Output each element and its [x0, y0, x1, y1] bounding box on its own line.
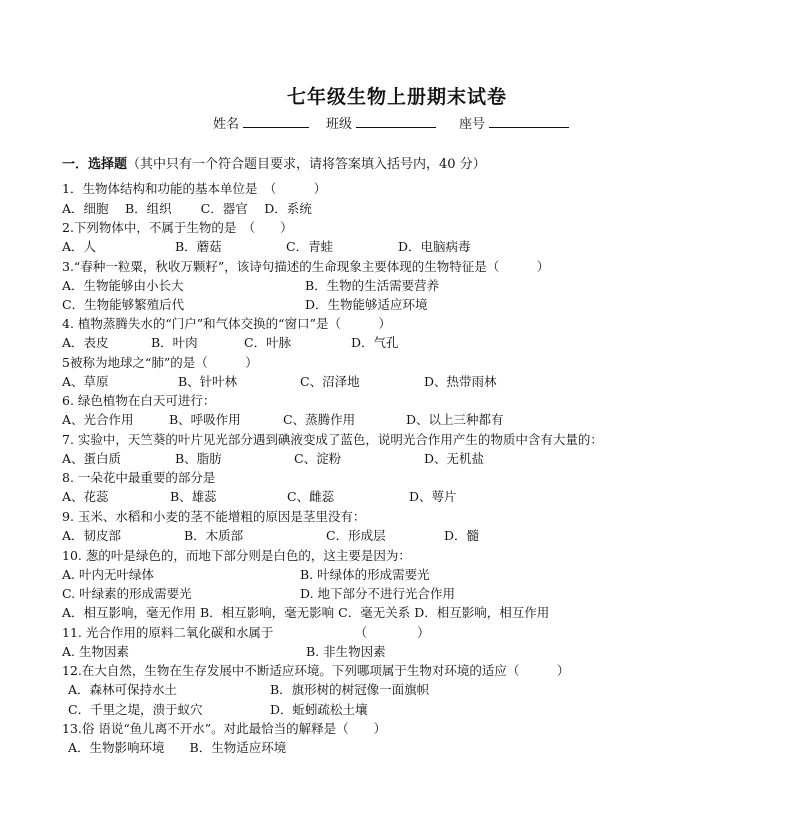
option-row [62, 451, 762, 467]
option: C、雌蕊 [287, 489, 335, 504]
option: C．叶脉 [244, 335, 292, 350]
option: D．生物能够适应环境 [305, 297, 428, 312]
question-stem: 3.“春种一粒粟，秋收万颗籽”，该诗句描述的生命现象主要体现的生物特征是（ ） [62, 259, 550, 274]
option: C．千里之堤，溃于蚁穴 [68, 702, 203, 717]
question-stem: 4. 植物蒸腾失水的“门户”和气体交换的“窗口”是（ ） [62, 316, 391, 331]
name-blank[interactable] [243, 114, 309, 128]
option-row [62, 297, 762, 313]
option-row [62, 335, 762, 351]
option-row [68, 702, 768, 718]
option: B．生物的生活需要营养 [305, 278, 440, 293]
option: A．人 [62, 239, 97, 254]
option: A. 叶内无叶绿体 [62, 567, 154, 582]
option: B. 叶绿体的形成需要光 [300, 567, 430, 582]
option-row [62, 412, 762, 428]
class-blank[interactable] [356, 114, 436, 128]
option: A、蛋白质 [62, 451, 122, 466]
option-row [62, 586, 762, 602]
question-stem: 10. 葱的叶是绿色的，而地下部分则是白色的，这主要是因为： [62, 548, 411, 563]
option: B. 非生物因素 [306, 644, 386, 659]
option: B、呼吸作用 [169, 412, 241, 427]
option: D、萼片 [409, 489, 457, 504]
question-stem: 2.下列物体中，不属于生物的是 （ ） [62, 220, 293, 235]
option-row [62, 278, 762, 294]
option-row [62, 567, 762, 583]
option-row [62, 239, 762, 255]
question-stem: 7. 实验中，天竺葵的叶片见光部分遇到碘液变成了蓝色，说明光合作用产生的物质中含有大量的： [62, 432, 603, 447]
option: C．生物能够繁殖后代 [62, 297, 185, 312]
question-stem: 5被称为地球之“肺”的是（ ） [62, 355, 258, 370]
option: C. 叶绿素的形成需要光 [62, 586, 192, 601]
question-stem: 8. 一朵花中最重要的部分是 [62, 470, 216, 485]
option: C．形成层 [326, 528, 386, 543]
question-stem: 12.在大自然，生物在生存发展中不断适应环境。下列哪项属于生物对环境的适应（ ） [62, 663, 570, 678]
option-row [62, 644, 762, 660]
option: D．蚯蚓疏松土壤 [270, 702, 368, 717]
option: A．森林可保持水土 [68, 682, 178, 697]
question-stem: 1．生物体结构和功能的基本单位是 （ ） [62, 181, 327, 196]
option-row: A．细胞 B．组织 C．器官 D．系统 [62, 201, 312, 216]
option: D. 地下部分不进行光合作用 [300, 586, 456, 601]
option: A．生物能够由小长大 [62, 278, 184, 293]
option: A. 生物因素 [62, 644, 129, 659]
name-field[interactable]: 姓名 [213, 113, 309, 132]
option: D、无机盐 [424, 451, 485, 466]
option: A、光合作用 [62, 412, 134, 427]
page-title: 七年级生物上册期末试卷 [286, 86, 507, 108]
option-row [62, 528, 762, 544]
option: B．木质部 [184, 528, 244, 543]
seat-blank[interactable] [489, 114, 569, 128]
class-field[interactable]: 班级 [326, 113, 436, 132]
seat-field[interactable]: 座号 [459, 113, 569, 132]
option: A、草原 [62, 374, 109, 389]
question-stem: 11. 光合作用的原料二氧化碳和水属于 （ ） [62, 625, 430, 640]
question-stem: 9. 玉米、水稻和小麦的茎不能增粗的原因是茎里没有： [62, 509, 366, 524]
option-row [68, 682, 768, 698]
option: D、热带雨林 [424, 374, 497, 389]
option: B．旗形树的树冠像一面旗帜 [270, 682, 430, 697]
option: D、以上三种都有 [406, 412, 504, 427]
option: B、雄蕊 [170, 489, 217, 504]
option: C、蒸腾作用 [283, 412, 356, 427]
section-heading: 一．选择题（其中只有一个符合题目要求，请将答案填入括号内，40 分） [62, 157, 486, 172]
option: C、沼泽地 [300, 374, 360, 389]
option: A．表皮 [62, 335, 109, 350]
question-stem: 6. 绿色植物在白天可进行： [62, 393, 216, 408]
option: D．髓 [444, 528, 480, 543]
option: D．气孔 [351, 335, 399, 350]
option: A．韧皮部 [62, 528, 122, 543]
option-row [62, 489, 762, 505]
option: B．蘑菇 [175, 239, 222, 254]
option: B．叶肉 [151, 335, 198, 350]
option: B、针叶林 [178, 374, 238, 389]
option: C、淀粉 [294, 451, 342, 466]
option: D．电脑病毒 [398, 239, 471, 254]
option: C．青蛙 [286, 239, 334, 254]
option: B、脂肪 [175, 451, 222, 466]
option-row: A．相互影响，毫无作用 B．相互影响，毫无影响 C．毫无关系 D．相互影响，相互作用 [62, 605, 550, 620]
option-row: A．生物影响环境 B．生物适应环境 [68, 740, 287, 755]
question-stem: 13.俗 语说“鱼儿离不开水”。对此最恰当的解释是（ ） [62, 721, 387, 736]
option-row [62, 374, 762, 390]
option: A、花蕊 [62, 489, 109, 504]
